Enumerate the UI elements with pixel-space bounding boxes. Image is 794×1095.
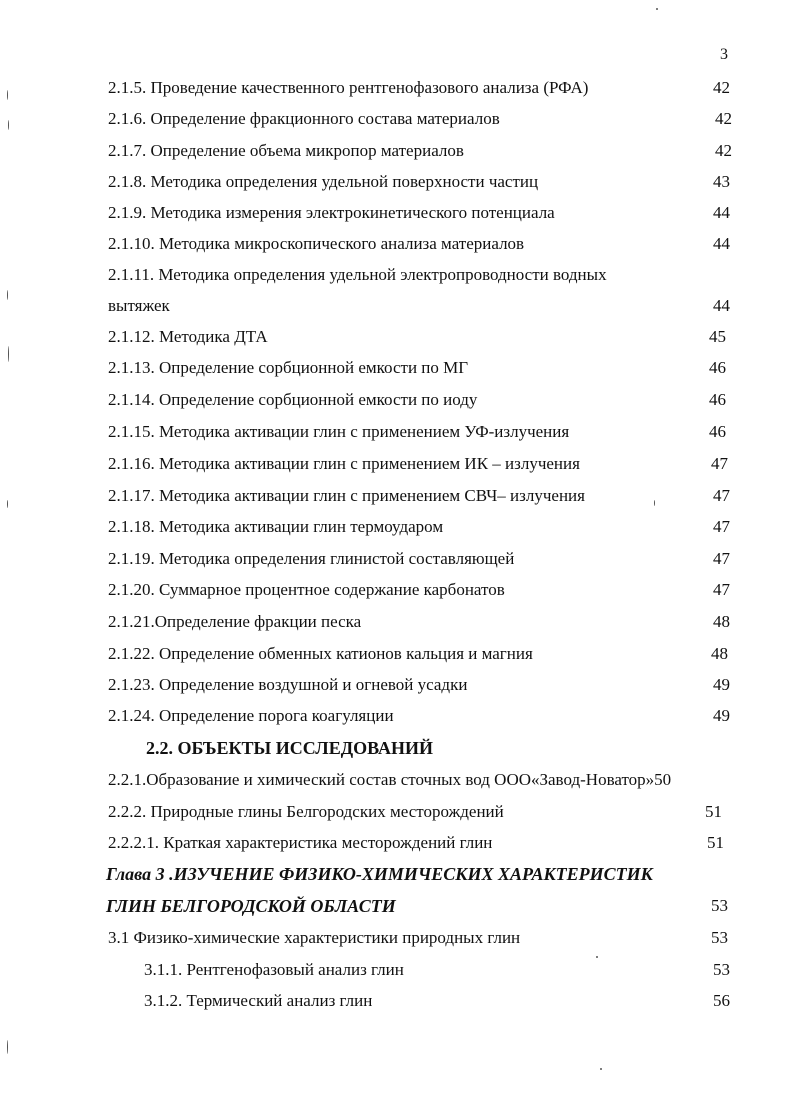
scan-speck (7, 500, 8, 508)
toc-entry-text: 2.1.9. Методика измерения электрокинетического потенциала (108, 203, 555, 222)
toc-entry-text: 2.1.11. Методика определения удельной электропроводности водных (108, 265, 607, 284)
toc-entry-page: 44 (713, 203, 730, 222)
toc-entry-page: 42 (713, 78, 730, 97)
toc-entry-page: 44 (713, 296, 730, 315)
scan-speck (7, 90, 8, 100)
scan-speck (600, 1068, 602, 1070)
section-heading: 2.2. ОБЪЕКТЫ ИССЛЕДОВАНИЙ (146, 738, 433, 758)
toc-entry-page: 47 (713, 580, 730, 599)
toc-entry-text: 2.2.2.1. Краткая характеристика месторождений глин (108, 833, 493, 852)
toc-entry-page: 51 (705, 802, 722, 821)
toc-entry-text: 2.1.5. Проведение качественного рентгенофазового анализа (РФА) (108, 78, 589, 97)
toc-entry-text: 2.1.12. Методика ДТА (108, 327, 268, 346)
scan-speck (596, 956, 598, 958)
toc-entry-page: 53 (713, 960, 730, 979)
toc-entry-page: 46 (709, 358, 726, 377)
toc-entry-text: 2.1.17. Методика активации глин с применением СВЧ– излучения (108, 486, 585, 505)
scan-speck (654, 500, 655, 506)
toc-entry-page: 53 (711, 928, 728, 947)
toc-entry-text: 2.1.13. Определение сорбционной емкости по МГ (108, 358, 469, 377)
toc-entry-text: 2.1.21.Определение фракции песка (108, 612, 362, 631)
toc-entry-page: 48 (713, 612, 730, 631)
toc-entry-text: 2.1.18. Методика активации глин термоударом (108, 517, 444, 536)
toc-entry-page: 46 (709, 390, 726, 409)
toc-entry-text: 2.1.22. Определение обменных катионов кальция и магния (108, 644, 533, 663)
toc-entry-text: 3.1.1. Рентгенофазовый анализ глин (144, 960, 404, 979)
toc-entry-page: 45 (709, 327, 726, 346)
toc-entry-text: 2.1.19. Методика определения глинистой составляющей (108, 549, 515, 568)
toc-entry-page: 47 (711, 454, 728, 473)
scan-speck (8, 346, 9, 362)
toc-entry-text: 2.1.15. Методика активации глин с применением УФ-излучения (108, 422, 570, 441)
toc-entry-text: вытяжек (108, 296, 170, 315)
toc-entry-text: 2.1.6. Определение фракционного состава материалов (108, 109, 500, 128)
toc-entry-text: 2.1.14. Определение сорбционной емкости по иоду (108, 390, 478, 409)
scan-speck (7, 290, 8, 300)
toc-entry-page: 49 (713, 706, 730, 725)
toc-entry-text: 2.1.23. Определение воздушной и огневой усадки (108, 675, 468, 694)
toc-entry-page: 46 (709, 422, 726, 441)
toc-entry-page: 48 (711, 644, 728, 663)
toc-entry-text: 3.1.2. Термический анализ глин (144, 991, 373, 1010)
toc-entry-page: 42 (715, 109, 732, 128)
toc-entry-page: 47 (713, 517, 730, 536)
scan-speck (656, 8, 658, 10)
toc-entry-page: 47 (713, 549, 730, 568)
toc-entry-page: 51 (707, 833, 724, 852)
toc-entry-text: 3.1 Физико-химические характеристики природных глин (108, 928, 521, 947)
toc-entry-page: 49 (713, 675, 730, 694)
toc-entry-text: 2.1.7. Определение объема микропор материалов (108, 141, 464, 160)
toc-entry-page: 56 (713, 991, 730, 1010)
page-number: 3 (720, 46, 728, 63)
toc-entry-text: 2.1.10. Методика микроскопического анализа материалов (108, 234, 525, 253)
chapter-heading: ГЛИН БЕЛГОРОДСКОЙ ОБЛАСТИ (106, 896, 396, 916)
toc-entry-text: 2.1.24. Определение порога коагуляции (108, 706, 394, 725)
chapter-heading: Глава 3 .ИЗУЧЕНИЕ ФИЗИКО-ХИМИЧЕСКИХ ХАРАКТЕРИСТИК (106, 864, 653, 884)
toc-entry-text: 2.1.20. Суммарное процентное содержание карбонатов (108, 580, 505, 599)
toc-entry-text: 2.1.16. Методика активации глин с применением ИК – излучения (108, 454, 580, 473)
toc-entry-text: 2.1.8. Методика определения удельной поверхности частиц (108, 172, 539, 191)
scan-speck (7, 1040, 8, 1054)
toc-entry-text: 2.2.2. Природные глины Белгородских месторождений (108, 802, 504, 821)
toc-entry-text: 2.2.1.Образование и химический состав сточных вод ООО«Завод-Новатор»50 (108, 770, 672, 789)
toc-entry-page: 47 (713, 486, 730, 505)
toc-entry-page: 42 (715, 141, 732, 160)
toc-entry-page: 53 (711, 896, 728, 915)
toc-entry-page: 44 (713, 234, 730, 253)
toc-entry-page: 43 (713, 172, 730, 191)
scan-speck (8, 120, 9, 130)
